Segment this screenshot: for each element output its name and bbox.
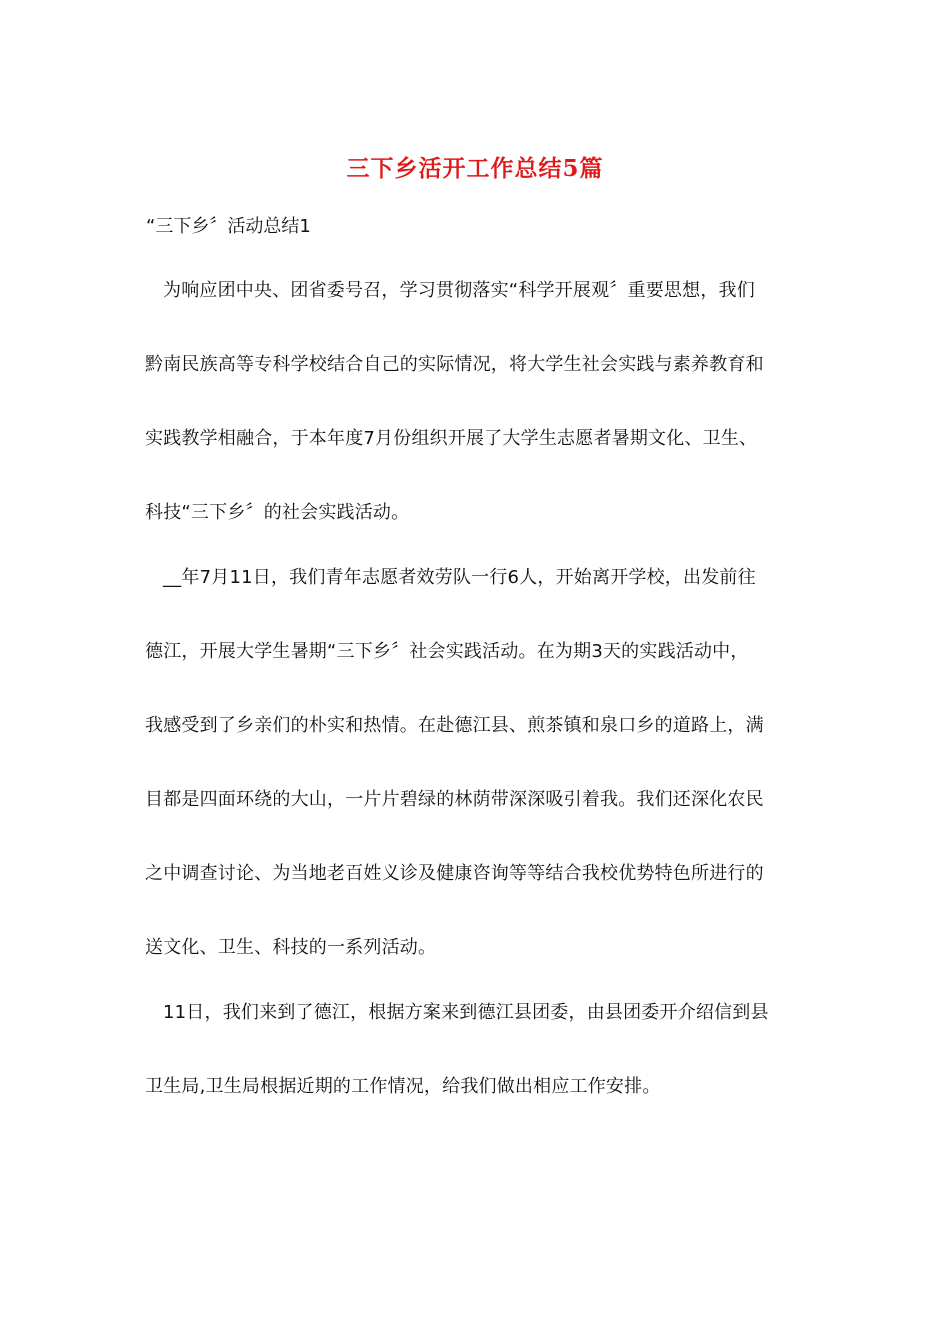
paragraph-line: 科技“三下乡〞的社会实践活动。	[145, 502, 410, 523]
paragraph-line: 卫生局,卫生局根据近期的工作情况，给我们做出相应工作安排。	[145, 1076, 661, 1097]
paragraph-line: 德江，开展大学生暑期“三下乡〞社会实践活动。在为期3天的实践活动中，	[145, 641, 749, 662]
paragraph-line: 目都是四面环绕的大山，一片片碧绿的林荫带深深吸引着我。我们还深化农民	[145, 789, 764, 810]
page-title: 三下乡活开工作总结5篇	[346, 155, 604, 182]
paragraph-line: 为响应团中央、团省委号召，学习贯彻落实“科学开展观〞重要思想，我们	[163, 280, 755, 301]
paragraph-line: 之中调查讨论、为当地老百姓义诊及健康咨询等等结合我校优势特色所进行的	[145, 863, 764, 884]
paragraph-line: 11日，我们来到了德江，根据方案来到德江县团委，由县团委开介绍信到县	[163, 1002, 769, 1023]
paragraph-line: 我感受到了乡亲们的朴实和热情。在赴德江县、煎茶镇和泉口乡的道路上，满	[145, 715, 764, 736]
section-heading: “三下乡〞活动总结1	[146, 216, 311, 237]
paragraph-line: 送文化、卫生、科技的一系列活动。	[145, 937, 437, 958]
paragraph-line: 实践教学相融合，于本年度7月份组织开展了大学生志愿者暑期文化、卫生、	[145, 428, 758, 449]
paragraph-line: 黔南民族高等专科学校结合自己的实际情况，将大学生社会实践与素养教育和	[145, 354, 764, 375]
paragraph-line: __年7月11日，我们青年志愿者效劳队一行6人，开始离开学校，出发前往	[163, 567, 756, 588]
